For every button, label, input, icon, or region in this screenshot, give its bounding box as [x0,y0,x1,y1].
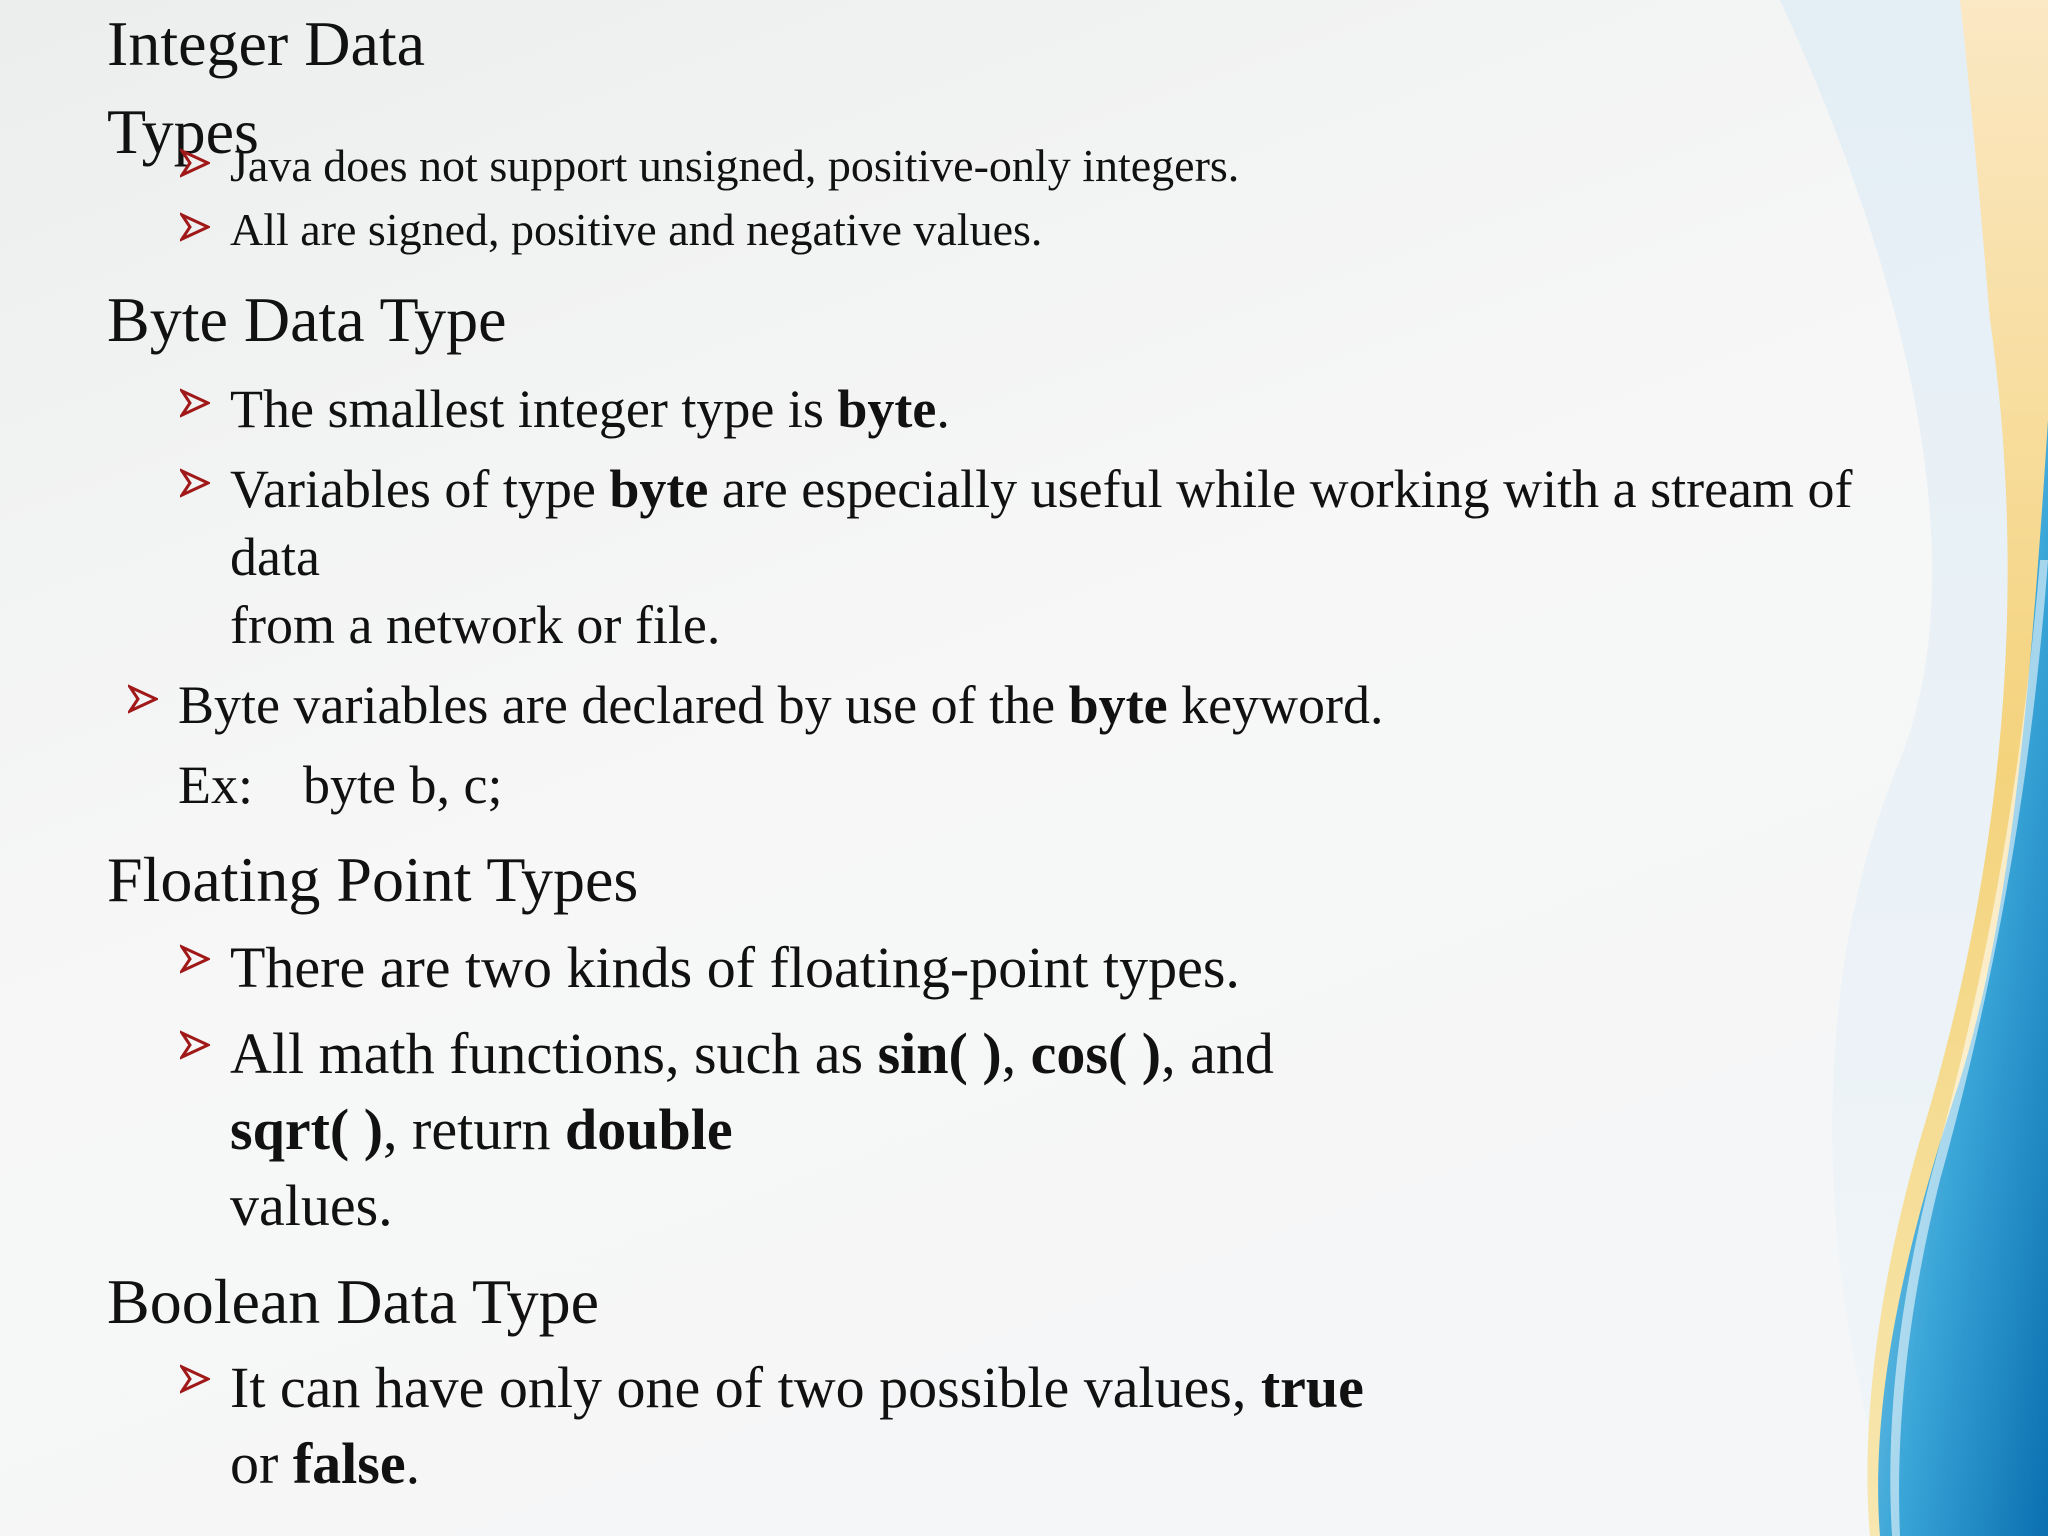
arrowhead-icon [180,1030,210,1060]
keyword-byte: byte [609,459,709,519]
bullet-math-functions-line2: sqrt( ), return double [230,1097,733,1162]
keyword-sqrt: sqrt( ) [230,1097,384,1162]
keyword-sin: sin( ) [877,1021,1002,1086]
arrowhead-icon [128,684,158,714]
bullet-byte-keyword: Byte variables are declared by use of the byte keyword. [178,675,1384,735]
heading-integer-data-types-line1: Integer Data [107,8,426,79]
bullet-two-kinds: There are two kinds of floating-point types. [230,935,1240,1000]
arrowhead-icon [180,1364,210,1394]
arrowhead-icon [180,468,210,498]
keyword-byte: byte [1068,675,1168,735]
bullet-signed: All are signed, positive and negative values. [230,204,1043,255]
bullet-boolean-values-line2: or false. [230,1431,421,1496]
heading-byte-data-type: Byte Data Type [107,284,507,355]
keyword-byte: byte [837,379,937,439]
bullet-byte-variables-line3: from a network or file. [230,595,721,655]
keyword-cos: cos( ) [1030,1021,1162,1086]
bullet-unsigned: Java does not support unsigned, positive-only integers. [230,140,1240,191]
bullet-math-functions: All math functions, such as sin( ), cos( ), and [230,1021,1274,1086]
arrowhead-icon [180,148,210,178]
bullet-byte-variables-useful: Variables of type byte are especially useful while working with a stream of [230,459,1853,519]
arrowhead-icon [180,388,210,418]
example-label: Ex: [178,755,253,815]
bullet-byte-variables-line2: data [230,527,320,587]
bullet-boolean-values: It can have only one of two possible values, true [230,1355,1364,1420]
heading-floating-point-types: Floating Point Types [107,844,639,915]
example-code: byte b, c; [303,755,503,815]
arrowhead-icon [180,212,210,242]
arrowhead-icon [180,944,210,974]
heading-boolean-data-type: Boolean Data Type [107,1266,599,1337]
bullet-smallest-integer: The smallest integer type is byte. [230,379,950,439]
keyword-double: double [565,1097,733,1162]
keyword-true: true [1260,1355,1364,1420]
keyword-false: false [292,1431,406,1496]
bullet-math-functions-line3: values. [230,1173,393,1238]
heading-integer-data-types-line2: Types [107,96,259,167]
